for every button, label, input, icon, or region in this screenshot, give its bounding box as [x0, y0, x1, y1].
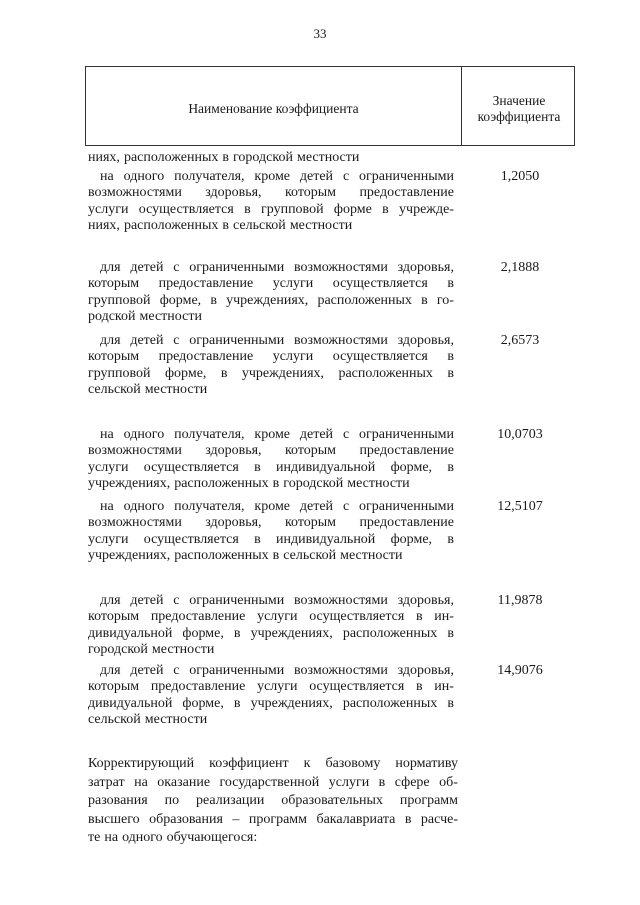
row-line: возможностями здоровья, которым предоставление — [88, 515, 454, 531]
row-line: которым предоставление услуги осуществляется в — [88, 349, 454, 365]
table-row — [88, 663, 454, 728]
row-line: на одного получателя, кроме детей с ограниченными — [100, 499, 454, 514]
row-line: на одного получателя, кроме детей с ограниченными — [100, 169, 454, 184]
footer-paragraph — [88, 755, 458, 848]
row-line: которым предоставление услуги осуществляется в — [88, 276, 454, 292]
row-line: сельской местности — [88, 711, 208, 727]
row-line: учреждениях, расположенных в сельской местности — [88, 547, 403, 563]
coefficient-value: 1,2050 — [500, 169, 540, 184]
footer-line: высшего образования – программ бакалавриата в расче- — [88, 811, 458, 827]
coefficient-value: 10,0703 — [497, 427, 543, 442]
header-name: Наименование коэффициента — [188, 101, 359, 116]
row-line: для детей с ограниченными возможностями здоровья, — [100, 663, 454, 678]
row-line: на одного получателя, кроме детей с ограниченными — [100, 427, 454, 442]
header-value-line-2: коэффициента — [477, 109, 561, 124]
row-line: услуги осуществляется в индивидуальной форме, в — [88, 459, 454, 475]
row-line: дивидуальной форме, в учреждениях, расположенных в — [88, 695, 454, 711]
row-line: возможностями здоровья, которым предоставление — [88, 443, 454, 459]
table-header — [85, 66, 575, 146]
footer-line: Корректирующий коэффициент к базовому нормативу — [88, 756, 458, 771]
row-line: для детей с ограниченными возможностями здоровья, — [100, 333, 454, 348]
table-row — [88, 427, 454, 492]
table-row — [88, 333, 454, 398]
coefficient-value: 11,9878 — [497, 593, 543, 608]
table-row — [88, 499, 454, 564]
row-line: учреждениях, расположенных в городской местности — [88, 475, 410, 491]
coefficient-value: 14,9076 — [497, 663, 543, 678]
row-line: ниях, расположенных в сельской местности — [88, 217, 353, 233]
row-line: которым предоставление услуги осуществляется в ин- — [88, 609, 454, 625]
row-line: городской местности — [88, 641, 215, 657]
table-row — [88, 150, 454, 166]
row-line: для детей с ограниченными возможностями здоровья, — [100, 593, 454, 608]
coefficient-value: 2,1888 — [500, 260, 540, 275]
row-line: возможностями здоровья, которым предоставление — [88, 185, 454, 201]
row-line: которым предоставление услуги осуществляется в ин- — [88, 679, 454, 695]
coefficient-value: 12,5107 — [497, 499, 543, 514]
coefficient-value: 2,6573 — [500, 333, 540, 348]
row-line: групповой форме, в учреждениях, расположенных в — [88, 365, 454, 381]
row-line: для детей с ограниченными возможностями здоровья, — [100, 260, 454, 275]
row-line: родской местности — [88, 308, 202, 324]
row-line: сельской местности — [88, 381, 208, 397]
row-line: услуги осуществляется в индивидуальной форме, в — [88, 531, 454, 547]
footer-line: разования по реализации образовательных программ — [88, 793, 458, 808]
row-line: услуги осуществляется в групповой форме в учрежде- — [88, 201, 454, 217]
footer-line: те на одного обучающегося: — [88, 830, 258, 845]
header-value-line-1: Значение — [492, 93, 546, 108]
header-value — [462, 93, 576, 125]
footer-line: затрат на оказание государственной услуги в сфере об- — [88, 774, 458, 790]
table-row — [88, 593, 454, 658]
row-line: дивидуальной форме, в учреждениях, расположенных в — [88, 625, 454, 641]
row-line: ниях, расположенных в городской местности — [88, 150, 360, 165]
page-number: 33 — [313, 26, 327, 41]
table-row — [88, 169, 454, 234]
table-row — [88, 260, 454, 325]
row-line: групповой форме, в учреждениях, расположенных в го- — [88, 292, 454, 308]
